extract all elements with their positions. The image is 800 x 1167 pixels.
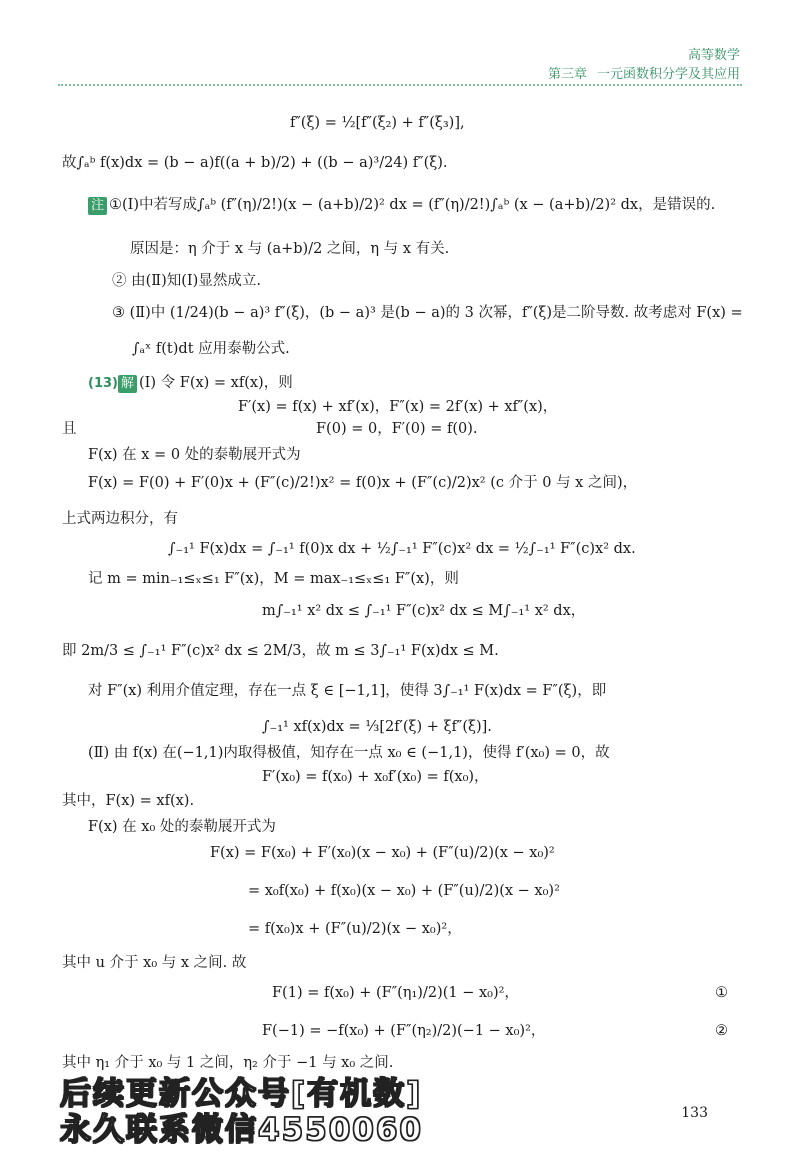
solution-tag: 解 [118,375,137,393]
header-rule [58,84,742,86]
formula-line: F(0) = 0，F′(0) = f(0). [316,421,478,437]
note-line [88,194,715,216]
solution-line [88,372,293,395]
text-line: 即 2m/3 ≤ ∫₋₁¹ F″(c)x² dx ≤ 2M/3，故 m ≤ 3∫₋₁¹ F(x)dx ≤ M. [62,643,499,659]
text-line: F(x) 在 x = 0 处的泰勒展开式为 [88,447,301,463]
chapter-number: 第三章 [547,67,587,82]
formula-line: F(1) = f(x₀) + (F″(η₁)/2)(1 − x₀)²， [272,985,519,1001]
problem-number: (13) [88,376,118,391]
text-line: F(x) 在 x₀ 处的泰勒展开式为 [88,819,276,835]
formula-line: m∫₋₁¹ x² dx ≤ ∫₋₁¹ F″(c)x² dx ≤ M∫₋₁¹ x² dx， [262,603,586,619]
text-line: (Ⅱ) 由 f(x) 在(−1,1)内取得极值，知存在一点 x₀ ∈ (−1,1)，使得 f′(x₀) = 0，故 [88,745,610,761]
text-line: 原因是：η 介于 x 与 (a+b)/2 之间，η 与 x 有关. [130,241,450,257]
formula-line: ∫₋₁¹ xf(x)dx = ⅓[2f′(ξ) + ξf″(ξ)]. [262,719,492,735]
text-line: 且 [62,421,77,437]
formula-line: F′(x₀) = f(x₀) + x₀f′(x₀) = f(x₀)， [262,769,489,785]
solution-text: (Ⅰ) 令 F(x) = xf(x)，则 [139,375,293,391]
text-line: 其中 u 介于 x₀ 与 x 之间. 故 [62,955,247,971]
text-line: ∫ₐˣ f(t)dt 应用泰勒公式. [132,341,290,357]
formula-line: F(−1) = −f(x₀) + (F″(η₂)/2)(−1 − x₀)²， [262,1023,546,1039]
header-chapter [538,63,740,82]
equation-number: ① [715,985,728,1001]
text-line: 记 m = min₋₁≤ₓ≤₁ F″(x)，M = max₋₁≤ₓ≤₁ F″(x)，则 [88,571,459,587]
formula-line: F′(x) = f(x) + xf′(x)，F″(x) = 2f′(x) + xf″(x)， [238,399,558,415]
equation-number: ② [715,1023,728,1039]
chapter-title: 一元函数积分学及其应用 [596,67,740,82]
text-line: ③ (Ⅱ)中 (1/24)(b − a)³ f″(ξ)，(b − a)³ 是(b − a)的 3 次幂，f″(ξ)是二阶导数. 故考虑对 F(x) = [112,305,743,321]
text-line: ② 由(Ⅱ)知(Ⅰ)显然成立. [112,273,261,289]
formula-line: f″(ξ) = ½[f″(ξ₂) + f″(ξ₃)], [290,115,465,131]
text-line: 其中 η₁ 介于 x₀ 与 1 之间，η₂ 介于 −1 与 x₀ 之间. [62,1055,394,1071]
note-text: ①(Ⅰ)中若写成∫ₐᵇ (f″(η)/2!)(x − (a+b)/2)² dx = (f″(η)/2!)∫ₐᵇ (x − (a+b)/2)² dx，是错误的. [109,197,716,213]
formula-line: = x₀f(x₀) + f(x₀)(x − x₀) + (F″(u)/2)(x − x₀)² [248,883,560,899]
text-line: 其中，F(x) = xf(x). [62,793,195,809]
note-tag: 注 [88,197,107,215]
formula-line: 故∫ₐᵇ f(x)dx = (b − a)f((a + b)/2) + ((b − a)³/24) f″(ξ). [62,155,448,171]
formula-line: F(x) = F(0) + F′(0)x + (F″(c)/2!)x² = f(0)x + (F″(c)/2)x² (c 介于 0 与 x 之间)， [88,475,638,491]
formula-line: ∫₋₁¹ F(x)dx = ∫₋₁¹ f(0)x dx + ½∫₋₁¹ F″(c)x² dx = ½∫₋₁¹ F″(c)x² dx. [168,541,636,557]
formula-line: = f(x₀)x + (F″(u)/2)(x − x₀)²， [248,921,462,937]
text-line: 对 F″(x) 利用介值定理，存在一点 ξ ∈ [−1,1]，使得 3∫₋₁¹ F(x)dx = F″(ξ)，即 [88,683,607,699]
watermark-line-2: 永久联系微信4550060 [60,1112,423,1148]
watermark-line-1: 后续更新公众号[有机数] [60,1076,423,1112]
text-line: 上式两边积分，有 [62,511,178,527]
formula-line: F(x) = F(x₀) + F′(x₀)(x − x₀) + (F″(u)/2)(x − x₀)² [210,845,555,861]
header-book-title: 高等数学 [687,48,740,63]
page-number: 133 [681,1105,708,1121]
